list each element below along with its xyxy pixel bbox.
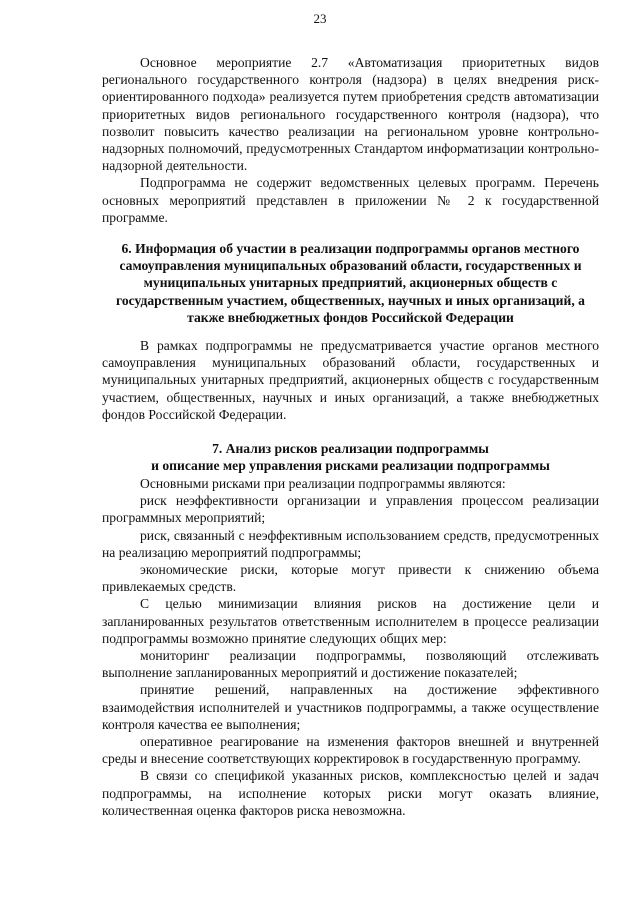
section-6-paragraph: В рамках подпрограммы не предусматривается участие органов местного самоуправления муниципальных образований области, государственных и муниципальных унитарных предприятий, акционерных обществ с государственным участием, общественных, научных и иных организаций, а также внебюджетных фондов Российской Федерации. bbox=[102, 338, 599, 422]
section-7-paragraph: мониторинг реализации подпрограммы, позволяющий отслеживать выполнение запланированных мероприятий и достижение показателей; bbox=[102, 648, 599, 681]
section-7-heading-line-1: 7. Анализ рисков реализации подпрограммы bbox=[212, 441, 489, 456]
section-7-paragraph: В связи со спецификой указанных рисков, комплексностью целей и задач подпрограммы, на исполнение которых риски могут оказать влияние, количественная оценка факторов риска невозможна. bbox=[102, 768, 599, 818]
intro-paragraph-1: Основное мероприятие 2.7 «Автоматизация приоритетных видов регионального государственного контроля (надзора) в целях внедрения риск-ориентированного подхода» реализуется путем приобретения средств автоматизации приоритетных видов регионального государственного контроля (надзора), что позволит повысить качество реализации на региональном уровне контрольно-надзорных полномочий, предусмотренных Стандартом информатизации контрольно-надзорной деятельности. bbox=[102, 55, 599, 174]
section-7-paragraph: экономические риски, которые могут привести к снижению объема привлекаемых средств. bbox=[102, 562, 599, 595]
section-7-heading-line-2: и описание мер управления рисками реализации подпрограммы bbox=[151, 458, 550, 474]
section-7-paragraph: риск, связанный с неэффективным использованием средств, предусмотренных на реализацию мероприятий подпрограммы; bbox=[102, 527, 599, 560]
intro-block bbox=[102, 54, 599, 226]
section-7-heading bbox=[102, 440, 599, 474]
section-6-heading: 6. Информация об участии в реализации подпрограммы органов местного самоуправления муниципальных образований области, государственных и муниципальных унитарных предприятий, акционерных обществ с государственным участием, общественных, научных и иных организаций, а также внебюджетных фондов Российской Федерации bbox=[116, 241, 585, 325]
section-7-paragraph: Основными рисками при реализации подпрограммы являются: bbox=[140, 476, 506, 491]
section-7-paragraph: риск неэффективности организации и управления процессом реализации программных мероприятий; bbox=[102, 493, 599, 526]
section-7-paragraph: оперативное реагирование на изменения факторов внешней и внутренней среды и внесение соответствующих корректировок в государственную программу. bbox=[102, 734, 599, 767]
section-7-body bbox=[102, 475, 599, 819]
section-7-paragraph: С целью минимизации влияния рисков на достижение цели и запланированных результатов ответственным исполнителем в процессе реализации подпрограммы возможно принятие следующих общих мер: bbox=[102, 596, 599, 646]
page-number: 23 bbox=[313, 11, 327, 26]
section-7-paragraph: принятие решений, направленных на достижение эффективного взаимодействия исполнителей и участников подпрограммы, а также осуществление контроля качества ее выполнения; bbox=[102, 682, 599, 732]
intro-paragraph-2: Подпрограмма не содержит ведомственных целевых программ. Перечень основных мероприятий представлен в приложении № 2 к государственной программе. bbox=[102, 175, 599, 225]
section-6-body bbox=[102, 337, 599, 423]
